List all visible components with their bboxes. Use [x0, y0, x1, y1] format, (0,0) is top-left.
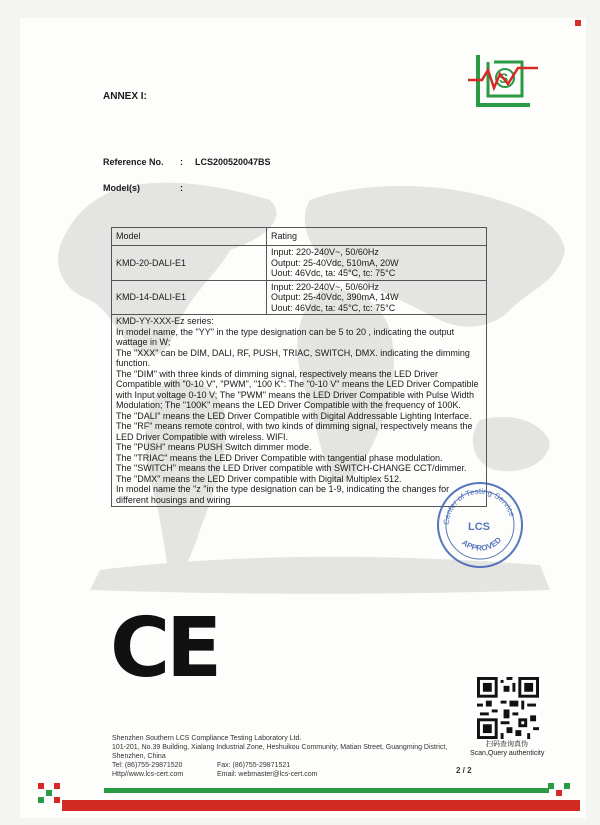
page-number: 2 / 2 [456, 766, 472, 775]
description-line: The "XXX" can be DIM, DALI, RF, PUSH, TRIAC, SWITCH, DMX. indicating the dimming function. [116, 347, 470, 368]
description-line: The "SWITCH" means the LED Driver compatible with SWITCH-CHANGE CCT/dimmer. [116, 463, 467, 473]
decor-square [54, 783, 60, 789]
corner-mark [575, 20, 581, 26]
description-line: The "RF" means remote control, with two kinds of dimming signal, respectively means the LED Driver Compatible with wireless. WIFI. [116, 421, 473, 442]
description-line: In model name, the "YY" in the type designation can be 5 to 20 , indicating the output wattage in W; [116, 326, 455, 347]
description-row [112, 315, 487, 507]
model-rating-table [111, 227, 487, 507]
footer-web: Http//www.lcs-cert.com [112, 771, 184, 778]
footer-tel: Tel: (86)755-29871520 [112, 762, 183, 769]
footer-fax: Fax: (86)755-29871521 [217, 762, 291, 769]
lcs-logo-icon [468, 50, 540, 112]
rating-line: Uout: 46Vdc, ta: 45°C, tc: 75°C [271, 302, 396, 313]
stamp-center-text: LCS [468, 521, 490, 533]
stamp-bottom-text: APPROVED [460, 535, 504, 553]
decor-square [38, 783, 44, 789]
decor-square [556, 790, 562, 796]
qr-caption-cn: 扫码查询真伪 [486, 741, 528, 748]
decor-square [54, 797, 60, 803]
rating-line: Output: 25-40Vdc, 390mA, 14W [271, 292, 399, 302]
description-line: The "TRIAC" means the LED Driver Compatible with tangential phase modulation. [116, 452, 443, 463]
models-colon: : [180, 183, 183, 193]
header-rating: Rating [267, 228, 487, 246]
series-description [112, 315, 487, 507]
qr-caption-en: Scan,Query authenticity [470, 750, 545, 757]
rating-line: Input: 220-240V~, 50/60Hz [271, 281, 379, 292]
rating-line: Output: 25-40Vdc, 510mA, 20W [271, 257, 399, 268]
annex-title: ANNEX I: [103, 91, 147, 102]
reference-value: LCS200520047BS [195, 157, 271, 167]
approval-stamp [435, 480, 525, 570]
description-line: KMD-YY-XXX-Ez series: [116, 316, 214, 326]
header-model: Model [112, 228, 267, 246]
footer-company: Shenzhen Southern LCS Compliance Testing Laboratory Ltd. [112, 735, 302, 742]
rating-line: Input: 220-240V~, 50/60Hz [271, 247, 379, 257]
rating-cell [267, 246, 487, 281]
decor-square [548, 783, 554, 789]
footer-green-bar [104, 788, 549, 793]
table-row [112, 246, 487, 281]
footer-red-bar [62, 800, 580, 811]
reference-colon: : [180, 157, 183, 167]
description-line: The "PUSH" means PUSH Switch dimmer mode. [116, 442, 312, 452]
decor-square [46, 790, 52, 796]
svg-text:S: S [499, 70, 509, 86]
footer-email: Email: webmaster@lcs-cert.com [217, 771, 318, 778]
reference-label: Reference No. [103, 157, 164, 167]
footer-address: 101-201, No.39 Building, Xialang Industrial Zone, Heshuikou Community, Matian Street, Guangming District, Shenzhen, China [112, 744, 448, 760]
description-line: The "DALI" means the LED Driver Compatible with Digital Addressable Lighting Interface. [116, 410, 472, 421]
stamp-top-text: Center of Testing Service [441, 486, 517, 526]
description-line: The "DMX" means the LED Driver compatible with Digital Multiplex 512. [116, 473, 402, 484]
rating-cell [267, 280, 487, 315]
table-row [112, 280, 487, 315]
qr-code [477, 677, 539, 739]
rating-line: Uout: 46Vdc, ta: 45°C, tc: 75°C [271, 268, 396, 278]
model-cell: KMD-20-DALI-E1 [112, 246, 267, 281]
description-line: The "DIM" with three kinds of dimming signal, respectively means the LED Driver Compatible with "0-10 V", "PWM", "100 K": The "0-10 V" means the LED Driver Compatible with Input voltage 0-10 V; The "PWM" means the LED Driver Compatible with Pulse Width Modulation; The "100K" means the LED Driver Compatible with the frequency of 100K. [116, 368, 479, 410]
description-line: In model name the "z "in the type designation can be 1-9, indicating the changes for different housings and wiring [116, 484, 450, 505]
model-cell: KMD-14-DALI-E1 [112, 280, 267, 315]
ce-mark: CE [110, 601, 219, 696]
models-label: Model(s) [103, 183, 140, 193]
decor-square [564, 783, 570, 789]
table-header-row [112, 228, 487, 246]
decor-square [38, 797, 44, 803]
